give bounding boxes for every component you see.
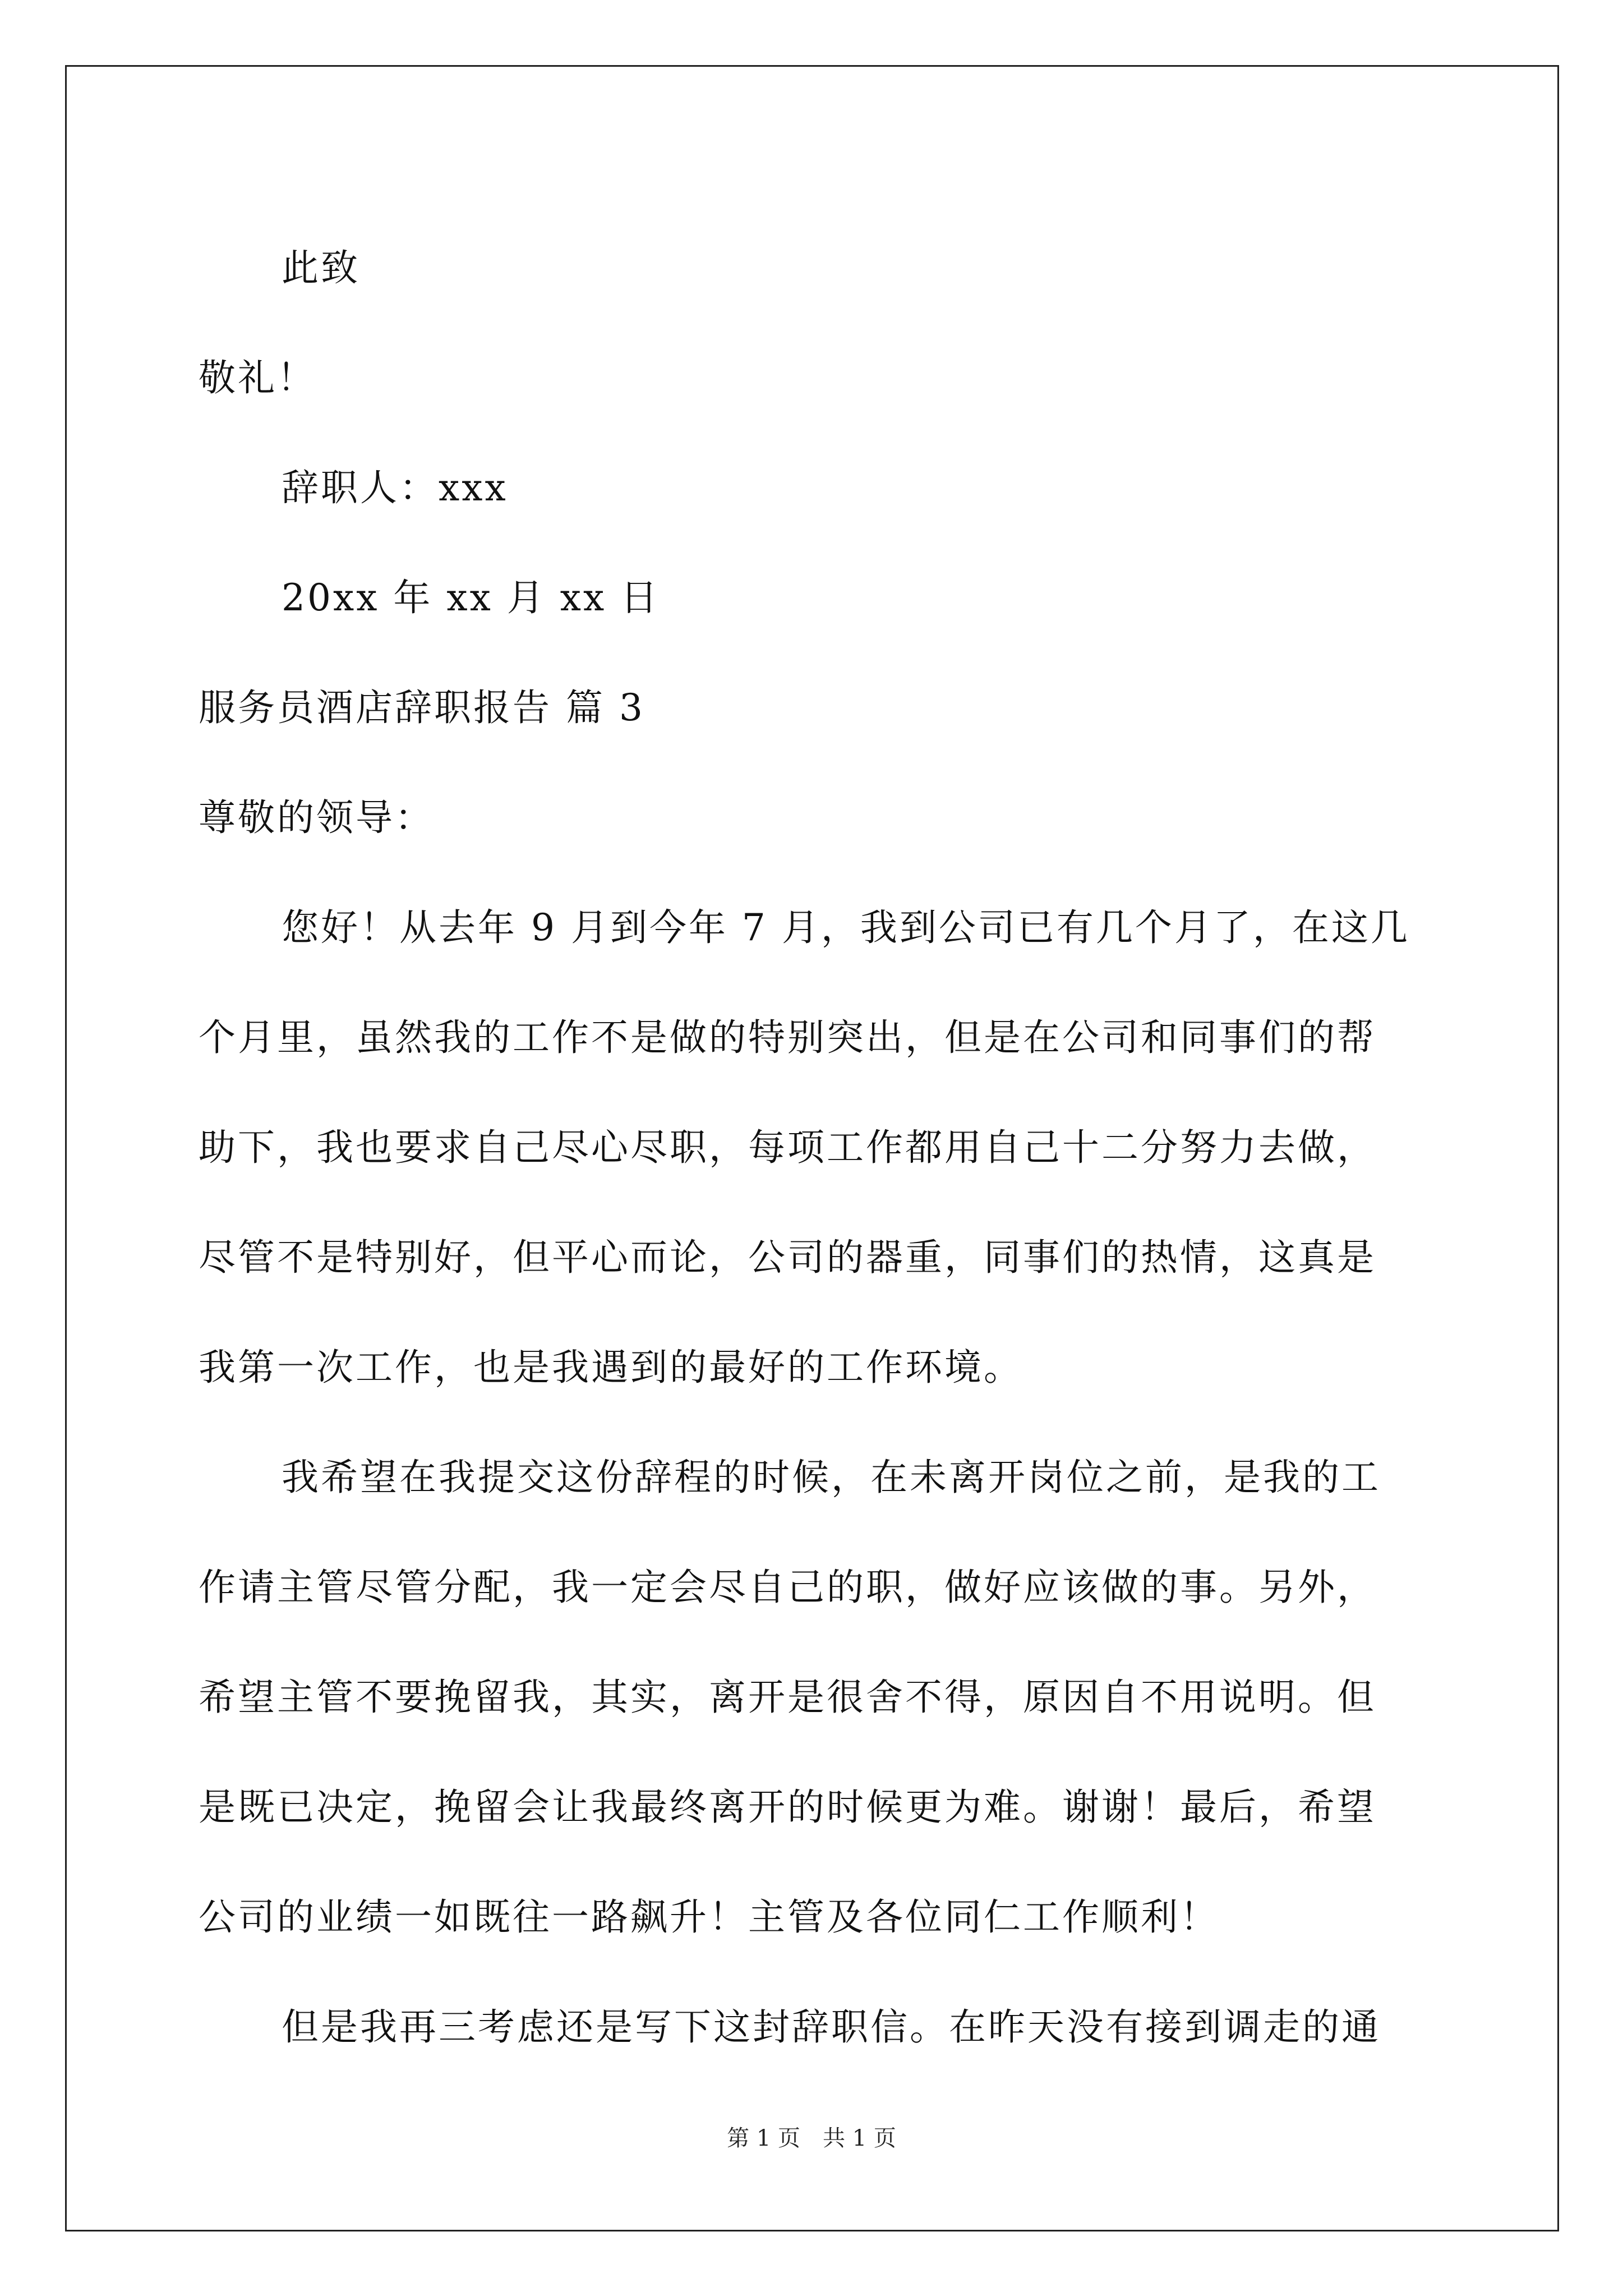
section-heading: 服务员酒店辞职报告 篇 3 (199, 686, 645, 729)
text-line: 您好！从去年 9 月到今年 7 月，我到公司已有几个月了，在这几 (282, 906, 1410, 949)
text-line: 我第一次工作，也是我遇到的最好的工作环境。 (199, 1346, 1023, 1389)
text-line: 敬礼！ (199, 356, 316, 399)
text-line: 20xx 年 xx 月 xx 日 (282, 576, 660, 619)
document-body (199, 213, 1432, 2082)
text-line: 作请主管尽管分配，我一定会尽自己的职，做好应该做的事。另外， (199, 1566, 1376, 1609)
salutation: 尊敬的领导： (199, 796, 434, 839)
text-line: 公司的业绩一如既往一路飙升！主管及各位同仁工作顺利！ (199, 1895, 1219, 1939)
text-line: 我希望在我提交这份辞程的时候，在未离开岗位之前，是我的工 (282, 1456, 1381, 1499)
text-line: 是既已决定，挽留会让我最终离开的时候更为难。谢谢！最后，希望 (199, 1786, 1376, 1829)
text-line: 辞职人：xxx (282, 466, 508, 509)
text-line: 助下，我也要求自己尽心尽职，每项工作都用自己十二分努力去做， (199, 1126, 1376, 1169)
text-line: 尽管不是特别好，但平心而论，公司的器重，同事们的热情，这真是 (199, 1236, 1376, 1279)
page-footer: 第 1 页 共 1 页 (727, 2125, 896, 2151)
text-line: 希望主管不要挽留我，其实，离开是很舍不得，原因自不用说明。但 (199, 1676, 1376, 1719)
text-line: 此致 (282, 246, 360, 289)
text-line: 个月里，虽然我的工作不是做的特别突出，但是在公司和同事们的帮 (199, 1016, 1376, 1059)
text-line: 但是我再三考虑还是写下这封辞职信。在昨天没有接到调走的通 (282, 2005, 1381, 2049)
